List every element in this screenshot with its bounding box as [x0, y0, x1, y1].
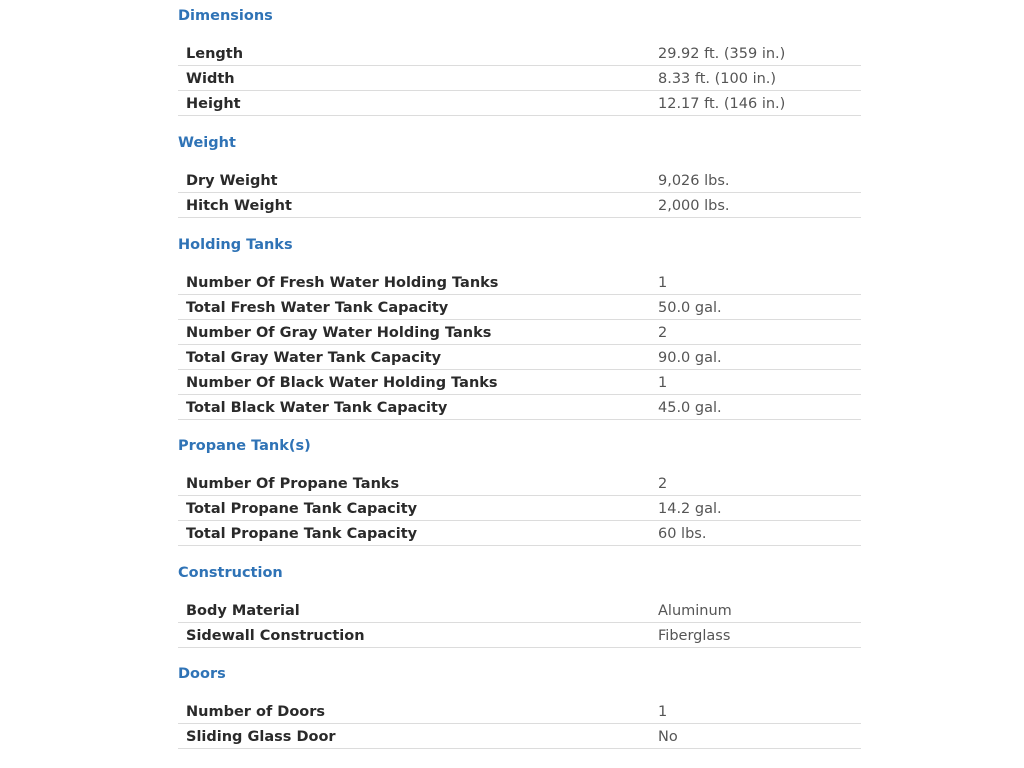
spec-row-hitch-weight: [178, 193, 861, 218]
spec-value: Aluminum: [658, 603, 732, 619]
spec-row-propane-capacity-gal: [178, 496, 861, 521]
spec-value: 60 lbs.: [658, 526, 707, 542]
section-title: Propane Tank(s): [178, 438, 311, 454]
spec-row-length: [178, 41, 861, 66]
spec-value: 29.92 ft. (359 in.): [658, 46, 786, 62]
spec-label: Dry Weight: [186, 173, 278, 189]
spec-row-propane-tanks: [178, 471, 861, 496]
spec-value: 1: [658, 275, 668, 291]
spec-row-black-water-capacity: [178, 395, 861, 420]
spec-value: 90.0 gal.: [658, 350, 722, 366]
spec-value: 1: [658, 704, 668, 720]
section-propane-tanks: [178, 435, 861, 546]
spec-table: [178, 41, 861, 116]
spec-table: [178, 471, 861, 546]
section-doors: [178, 663, 861, 749]
spec-row-body-material: [178, 598, 861, 623]
section-title: Holding Tanks: [178, 237, 293, 253]
spec-label: Total Gray Water Tank Capacity: [186, 350, 442, 366]
section-weight: [178, 132, 861, 218]
section-construction: [178, 562, 861, 648]
section-dimensions: [178, 5, 861, 116]
spec-label: Sliding Glass Door: [186, 729, 336, 745]
spec-label: Sidewall Construction: [186, 628, 365, 644]
section-title: Dimensions: [178, 8, 273, 24]
spec-table: [178, 699, 861, 749]
spec-value: Fiberglass: [658, 628, 731, 644]
spec-table: [178, 598, 861, 648]
spec-value: 50.0 gal.: [658, 300, 722, 316]
spec-row-number-of-doors: [178, 699, 861, 724]
spec-row-fresh-water-capacity: [178, 295, 861, 320]
section-title: Doors: [178, 666, 226, 682]
spec-label: Number Of Propane Tanks: [186, 476, 400, 492]
section-holding-tanks: [178, 234, 861, 420]
spec-label: Length: [186, 46, 244, 62]
spec-row-fresh-water-tanks: [178, 270, 861, 295]
spec-row-gray-water-capacity: [178, 345, 861, 370]
spec-label: Width: [186, 71, 235, 87]
spec-value: 1: [658, 375, 668, 391]
spec-label: Total Black Water Tank Capacity: [186, 400, 448, 416]
spec-label: Body Material: [186, 603, 300, 619]
spec-label: Number Of Fresh Water Holding Tanks: [186, 275, 499, 291]
section-title: Weight: [178, 135, 236, 151]
spec-row-dry-weight: [178, 168, 861, 193]
spec-row-propane-capacity-lbs: [178, 521, 861, 546]
spec-label: Number of Doors: [186, 704, 326, 720]
spec-label: Total Propane Tank Capacity: [186, 526, 418, 542]
spec-table: [178, 270, 861, 420]
spec-row-sidewall-construction: [178, 623, 861, 648]
spec-label: Height: [186, 96, 241, 112]
spec-row-width: [178, 66, 861, 91]
spec-value: 9,026 lbs.: [658, 173, 730, 189]
spec-value: 2,000 lbs.: [658, 198, 730, 214]
spec-row-gray-water-tanks: [178, 320, 861, 345]
spec-value: 12.17 ft. (146 in.): [658, 96, 786, 112]
spec-label: Total Propane Tank Capacity: [186, 501, 418, 517]
section-title: Construction: [178, 565, 283, 581]
spec-row-height: [178, 91, 861, 116]
spec-row-sliding-glass-door: [178, 724, 861, 749]
spec-label: Total Fresh Water Tank Capacity: [186, 300, 449, 316]
spec-label: Hitch Weight: [186, 198, 292, 214]
spec-value: 2: [658, 325, 668, 341]
spec-value: 2: [658, 476, 668, 492]
spec-value: No: [658, 729, 678, 745]
spec-value: 8.33 ft. (100 in.): [658, 71, 777, 87]
spec-label: Number Of Black Water Holding Tanks: [186, 375, 498, 391]
spec-table: [178, 168, 861, 218]
spec-label: Number Of Gray Water Holding Tanks: [186, 325, 492, 341]
spec-value: 45.0 gal.: [658, 400, 722, 416]
spec-value: 14.2 gal.: [658, 501, 722, 517]
spec-row-black-water-tanks: [178, 370, 861, 395]
